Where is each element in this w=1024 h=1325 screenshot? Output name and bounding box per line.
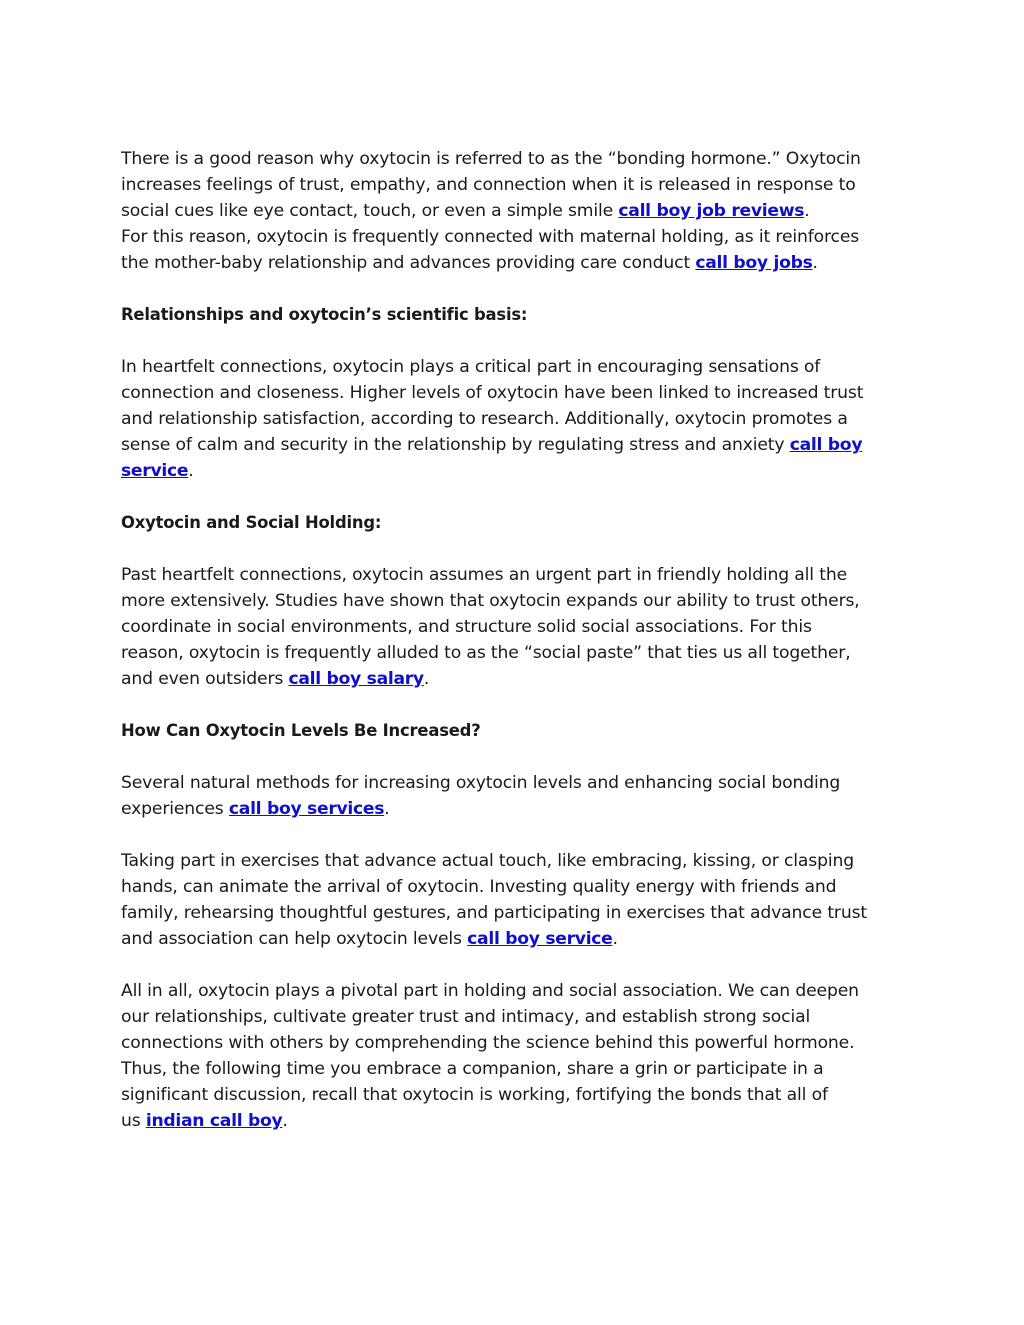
text-line: hands, can animate the arrival of oxytocin. Investing quality energy with friends and bbox=[121, 877, 837, 897]
text-line bbox=[121, 1108, 911, 1134]
text-line: increases feelings of trust, empathy, and connection when it is released in response to bbox=[121, 175, 856, 195]
text-line bbox=[121, 796, 911, 822]
text-line bbox=[121, 458, 911, 484]
punctuation: . bbox=[188, 461, 194, 481]
text-line bbox=[121, 926, 911, 952]
document-page bbox=[121, 146, 911, 1160]
text-line: more extensively. Studies have shown that oxytocin expands our ability to trust others, bbox=[121, 591, 860, 611]
section-heading-social-holding: Oxytocin and Social Holding: bbox=[121, 513, 382, 532]
punctuation: . bbox=[804, 201, 810, 221]
text-line: In heartfelt connections, oxytocin plays a critical part in encouraging sensations of bbox=[121, 357, 821, 377]
text-segment: us bbox=[121, 1111, 146, 1131]
link-call-boy-services[interactable]: call boy services bbox=[228, 799, 385, 819]
punctuation: . bbox=[812, 253, 818, 273]
text-line: All in all, oxytocin plays a pivotal part in holding and social association. We can deepen bbox=[121, 981, 859, 1001]
text-line: and relationship satisfaction, according to research. Additionally, oxytocin promotes a bbox=[121, 409, 848, 429]
link-indian-call-boy[interactable]: indian call boy bbox=[145, 1111, 283, 1131]
section-heading-relationships: Relationships and oxytocin’s scientific basis: bbox=[121, 305, 528, 324]
text-line: connections with others by comprehending the science behind this powerful hormone. bbox=[121, 1033, 855, 1053]
text-line: family, rehearsing thoughtful gestures, and participating in exercises that advance trust bbox=[121, 903, 867, 923]
text-line: Taking part in exercises that advance actual touch, like embracing, kissing, or clasping bbox=[121, 851, 854, 871]
text-line: Several natural methods for increasing oxytocin levels and enhancing social bonding bbox=[121, 773, 841, 793]
text-line bbox=[121, 250, 911, 276]
text-line: our relationships, cultivate greater trust and intimacy, and establish strong social bbox=[121, 1007, 811, 1027]
punctuation: . bbox=[423, 669, 430, 689]
intro-paragraph bbox=[121, 146, 911, 276]
text-line bbox=[121, 666, 911, 692]
section3-paragraph-3 bbox=[121, 978, 911, 1134]
text-line bbox=[121, 198, 911, 224]
text-line: There is a good reason why oxytocin is referred to as the “bonding hormone.” Oxytocin bbox=[121, 149, 861, 169]
text-line: connection and closeness. Higher levels of oxytocin have been linked to increased trust bbox=[121, 383, 864, 403]
link-call-boy-salary[interactable]: call boy salary bbox=[288, 669, 424, 689]
punctuation: . bbox=[612, 929, 618, 949]
link-call-boy-service-part2[interactable]: service bbox=[121, 461, 189, 481]
text-line: Past heartfelt connections, oxytocin assumes an urgent part in friendly holding all the bbox=[121, 565, 847, 585]
section2-paragraph bbox=[121, 562, 911, 692]
link-call-boy-job-reviews[interactable]: call boy job reviews bbox=[618, 201, 805, 221]
section1-paragraph bbox=[121, 354, 911, 484]
section3-paragraph-1 bbox=[121, 770, 911, 822]
text-segment: social cues like eye contact, touch, or even a simple smile bbox=[121, 201, 619, 221]
link-call-boy-jobs[interactable]: call boy jobs bbox=[695, 253, 813, 273]
text-line: coordinate in social environments, and structure solid social associations. For this bbox=[121, 617, 812, 637]
section3-paragraph-2 bbox=[121, 848, 911, 952]
text-line: significant discussion, recall that oxytocin is working, fortifying the bonds that all of bbox=[121, 1085, 828, 1105]
text-line: reason, oxytocin is frequently alluded to as the “social paste” that ties us all together, bbox=[121, 643, 851, 663]
link-call-boy-service-part1[interactable]: call boy bbox=[789, 435, 863, 455]
text-line: For this reason, oxytocin is frequently connected with maternal holding, as it reinforces bbox=[121, 227, 860, 247]
text-line: Thus, the following time you embrace a companion, share a grin or participate in a bbox=[121, 1059, 824, 1079]
text-segment: and association can help oxytocin levels bbox=[121, 929, 468, 949]
text-line bbox=[121, 432, 911, 458]
text-segment: the mother-baby relationship and advances providing care conduct bbox=[121, 253, 696, 273]
text-segment: experiences bbox=[121, 799, 229, 819]
text-segment: sense of calm and security in the relationship by regulating stress and anxiety bbox=[121, 435, 790, 455]
text-segment: and even outsiders bbox=[121, 669, 289, 689]
punctuation: . bbox=[384, 799, 390, 819]
link-call-boy-service[interactable]: call boy service bbox=[467, 929, 613, 949]
section-heading-increase-levels: How Can Oxytocin Levels Be Increased? bbox=[121, 721, 481, 740]
punctuation: . bbox=[282, 1111, 288, 1131]
